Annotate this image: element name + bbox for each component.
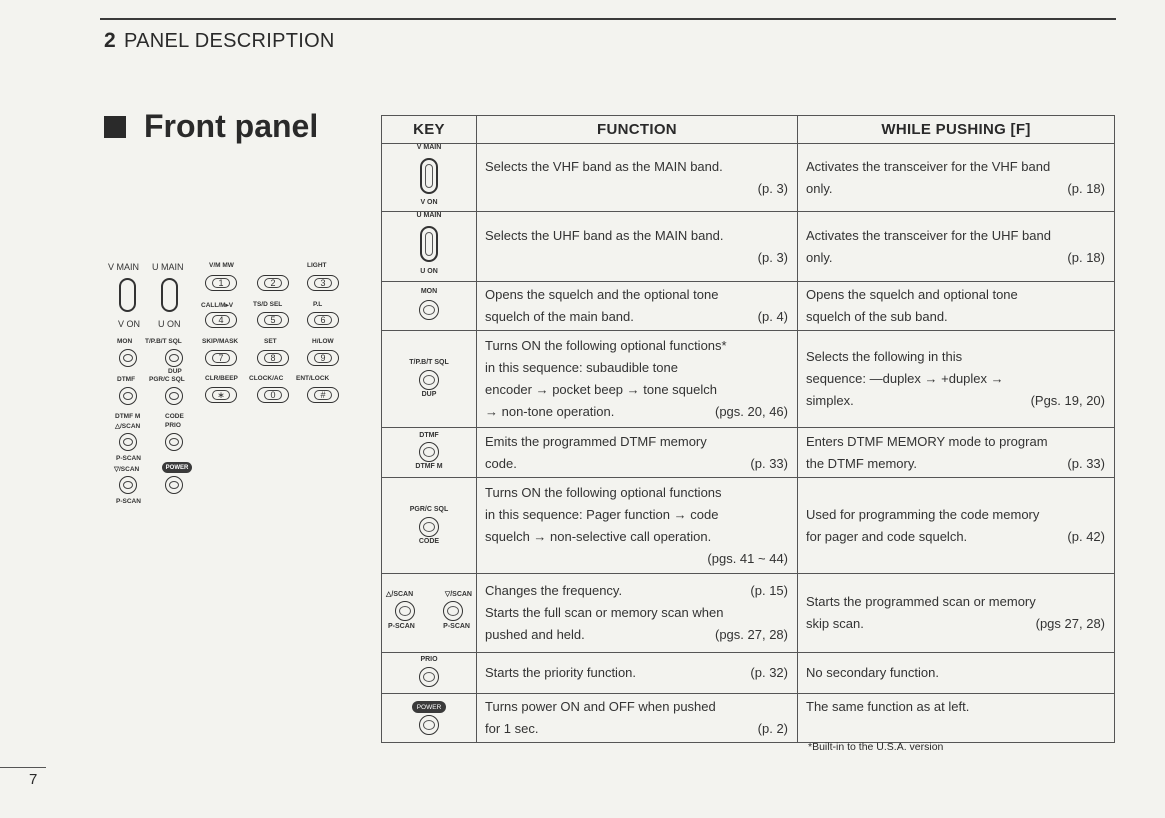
key-3-icon [307,275,339,291]
panel-label-hlow: H/LOW [312,338,334,345]
f-function-text: for pager and code squelch. [806,528,968,544]
key-7-icon [205,350,237,366]
function-text: in this sequence: subaudible tone [485,360,678,375]
f-function-text: skip scan. [806,616,864,631]
f-function-cell [798,428,1115,478]
f-function-cell [798,212,1115,282]
panel-label-ts-dsel: TS/D SEL [253,301,283,308]
section-bullet-icon [104,116,126,138]
key-3-label: 3 [320,278,326,288]
panel-label-skip-mask: SKIP/MASK [202,338,239,345]
panel-label-u-main: U MAIN [152,262,184,272]
key-4-icon [205,312,237,328]
key-label-dup: DUP [421,391,437,398]
panel-label-pgrc-sql: PGR/C SQL [149,376,185,383]
dtmf-key-icon [119,387,137,405]
function-text: Selects the VHF band as the MAIN band. [485,158,723,174]
panel-label-ent-lock: ENT/LOCK [296,375,330,382]
table-row [382,331,1115,428]
key-hash-icon [307,387,339,403]
page-ref: (p. 18) [1067,180,1105,196]
panel-label-power: POWER [165,464,189,471]
f-function-text: Starts the programmed scan or memory [806,594,1036,609]
f-function-text: Activates the transceiver for the UHF band [806,227,1051,243]
u-main-key-icon [420,226,438,262]
front-panel-diagram [108,250,348,510]
key-7-label: 7 [218,353,224,363]
key-label-u-main: U MAIN [416,212,442,219]
key-5-label: 5 [270,315,276,325]
chapter-title: PANEL DESCRIPTION [123,30,335,52]
panel-label-light: LIGHT [307,262,327,269]
f-function-text: only. [806,180,833,196]
key-label-u-on: U ON [420,268,438,275]
top-rule [100,18,1116,20]
down-scan-key-icon [443,601,463,621]
panel-label-code: CODE [165,413,184,420]
function-cell [477,331,798,428]
function-cell [477,282,798,331]
function-text: pushed and held. [485,627,585,642]
tpbt-sql-key-icon [165,349,183,367]
key-label-p-scan-2: P-SCAN [443,623,470,630]
table-row [382,282,1115,331]
f-function-cell [798,694,1115,743]
function-text: Changes the frequency. [485,583,623,598]
panel-label-prio: PRIO [165,422,181,429]
page-ref: (pgs. 41 ~ 44) [707,550,788,566]
function-cell [477,478,798,574]
key-8-label: 8 [270,353,276,363]
key-label-code: CODE [418,538,440,545]
function-text: code. [485,455,517,471]
function-text: → non-tone operation. [485,404,615,419]
table-row [382,478,1115,574]
table-row [382,574,1115,653]
mon-key-icon [119,349,137,367]
power-key-icon [412,701,446,713]
up-scan-key-icon [119,433,137,451]
function-text: Turns power ON and OFF when pushed [485,699,716,714]
f-function-text: sequence: —duplex → +duplex → [806,371,1004,386]
column-header-function: FUNCTION [477,116,798,144]
panel-label-dtmf: DTMF [117,376,136,383]
page-ref: (p. 32) [750,665,788,680]
page-ref: (p. 3) [757,180,788,196]
page-ref: (Pgs. 19, 20) [1030,393,1105,408]
f-function-text: the DTMF memory. [806,455,917,471]
key-9-icon [307,350,339,366]
key-cell [382,478,477,574]
key-cell [382,212,477,282]
panel-label-pl: P.L [313,301,323,308]
f-function-text: No secondary function. [806,665,939,680]
mon-key-icon [419,300,439,320]
key-cell [382,574,477,653]
function-cell [477,212,798,282]
key-1-label: 1 [218,278,224,288]
key-4-label: 4 [218,315,224,325]
panel-label-clr-beep: CLR/BEEP [205,375,238,382]
table-row [382,428,1115,478]
f-function-cell [798,574,1115,653]
power-round-key-icon [419,715,439,735]
key-function-table [381,115,1115,743]
panel-label-v-main: V MAIN [108,262,140,272]
panel-label-clock-ac: CLOCK/AC [249,375,284,382]
power-round-key-icon [165,476,183,494]
table-row [382,653,1115,694]
function-text: in this sequence: Pager function → code [485,506,719,522]
function-text: Turns ON the following optional functions* [485,338,727,353]
function-text: Turns ON the following optional functions [485,484,722,500]
page-ref: (p. 15) [750,583,788,598]
page-ref: (pgs. 27, 28) [715,627,788,642]
down-scan-key-icon [119,476,137,494]
key-0-icon [257,387,289,403]
key-6-icon [307,312,339,328]
key-star-label: ∗ [217,389,225,400]
f-function-text: Enters DTMF MEMORY mode to program [806,433,1048,449]
panel-label-p-scan-2: P-SCAN [116,498,141,505]
panel-label-v-on: V ON [118,319,141,329]
key-2-icon [257,275,289,291]
f-function-cell [798,478,1115,574]
page-ref: (p. 18) [1067,249,1105,265]
dtmf-key-icon [419,442,439,462]
v-main-key-icon [119,278,136,312]
f-function-text: squelch of the sub band. [806,309,948,324]
page-ref: (p. 42) [1067,528,1105,544]
f-function-text: Opens the squelch and optional tone [806,287,1018,302]
page-ref: (p. 33) [1067,455,1105,471]
key-label-v-on: V ON [420,199,438,206]
page-ref: (p. 33) [750,455,788,471]
column-header-key: KEY [382,116,477,144]
chapter-heading [104,29,335,53]
pgrc-sql-key-icon [165,387,183,405]
f-function-cell [798,144,1115,212]
f-function-text: only. [806,249,833,265]
key-cell [382,144,477,212]
prio-key-icon [165,433,183,451]
u-main-key-icon [161,278,178,312]
f-function-text: Selects the following in this [806,349,963,364]
key-label-tpbt-sql: T/P.B/T SQL [409,359,449,366]
prio-key-icon [419,667,439,687]
panel-label-vm-mw: V/M MW [209,262,234,269]
page-ref: (pgs. 20, 46) [715,404,788,419]
key-cell [382,694,477,743]
key-cell [382,653,477,694]
pgrc-sql-key-icon [419,517,439,537]
function-cell [477,694,798,743]
page-number: 7 [29,771,38,788]
f-function-text: Activates the transceiver for the VHF band [806,158,1051,174]
panel-label-p-scan: P-SCAN [116,455,141,462]
footnote: *Built-in to the U.S.A. version [808,741,944,753]
page-ref: (p. 4) [757,309,788,324]
panel-label-mon: MON [117,338,133,345]
key-label-dtmf-m: DTMF M [415,463,443,470]
key-label-down-scan: ▽/SCAN [444,591,472,598]
function-text: Emits the programmed DTMF memory [485,433,707,449]
section-title [104,108,318,145]
key-cell [382,282,477,331]
table-row [382,144,1115,212]
tpbt-sql-key-icon [419,370,439,390]
f-function-text: Used for programming the code memory [806,506,1040,522]
f-function-cell [798,331,1115,428]
key-label-v-main: V MAIN [416,144,442,151]
key-label-mon: MON [420,288,438,295]
key-star-icon [205,387,237,403]
key-hash-label: # [320,390,326,400]
panel-label-call-mv: CALL/M▸V [201,302,234,309]
v-main-key-icon [420,158,438,194]
panel-label-tpbt-sql: T/P.B/T SQL [145,338,182,345]
key-cell [382,331,477,428]
key-label-power: POWER [416,703,442,711]
power-key-icon [162,462,192,473]
panel-label-dtmf-m: DTMF M [115,413,141,420]
page-ref: (p. 2) [757,721,788,736]
table-header-row [382,116,1115,144]
key-2-label: 2 [270,278,276,288]
function-text: for 1 sec. [485,721,539,736]
panel-label-dup: DUP [168,368,182,375]
section-title-text: Front panel [144,108,319,144]
key-label-dtmf: DTMF [419,432,439,439]
function-cell [477,574,798,653]
chapter-number: 2 [104,29,116,52]
panel-label-down-scan: ▽/SCAN [114,466,140,473]
function-text: squelch of the main band. [485,309,634,324]
key-8-icon [257,350,289,366]
f-function-text: The same function as at left. [806,699,970,714]
table-row [382,212,1115,282]
key-5-icon [257,312,289,328]
panel-label-u-on: U ON [158,319,181,329]
key-9-label: 9 [320,353,326,363]
key-label-p-scan: P-SCAN [388,623,415,630]
page-number-rule [0,767,46,768]
key-label-up-scan: △/SCAN [386,591,414,598]
function-text: Opens the squelch and the optional tone [485,287,719,302]
key-0-label: 0 [270,390,276,400]
function-cell [477,653,798,694]
table-row [382,694,1115,743]
f-function-cell [798,282,1115,331]
page-ref: (p. 3) [757,249,788,265]
function-text: squelch → non-selective call operation. [485,528,712,544]
function-text: Selects the UHF band as the MAIN band. [485,227,724,243]
panel-label-up-scan: △/SCAN [115,423,141,430]
key-6-label: 6 [320,315,326,325]
column-header-while-pushing-f: WHILE PUSHING [F] [798,116,1115,144]
function-text: Starts the full scan or memory scan when [485,605,724,620]
up-scan-key-icon [395,601,415,621]
key-cell [382,428,477,478]
key-1-icon [205,275,237,291]
key-label-prio: PRIO [420,656,438,663]
f-function-text: simplex. [806,393,854,408]
key-label-pgrc-sql: PGR/C SQL [409,506,449,513]
function-cell [477,144,798,212]
function-text: encoder → pocket beep → tone squelch [485,382,717,397]
panel-label-set: SET [264,338,277,345]
f-function-cell [798,653,1115,694]
page-ref: (pgs 27, 28) [1035,616,1105,631]
function-text: Starts the priority function. [485,665,637,680]
function-cell [477,428,798,478]
